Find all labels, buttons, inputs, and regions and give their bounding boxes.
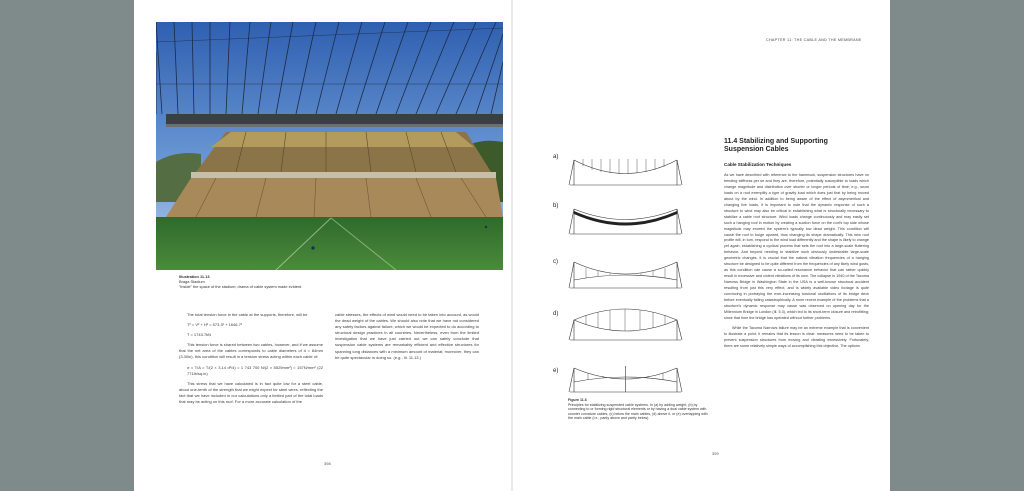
figure-caption-text: Principles for stabilizing suspended cable systems. In (a) by adding weight, (b) by connecting to or forming rigid structural elements or by having a dual cable system with counter curvature cables, (c) below the main cables, (d) above it, or (e) overlapping with the main cable (i.e., partly above and partly below).	[568, 402, 708, 421]
paragraph: As we have described with reference to the hammock, suspension structures have no bending stiffness per se and they are, therefore, potentially susceptible to loads which change magnitude and distribution over shorter or longer periods of time; e.g., snow loads on a roof exemplify a type of gravity load which does just that by being moved about by the wind. In addition to being aware of the effect of asymmetrical and changing live loads, it is important to note that the dynamic response of such a structure to wind may also be critical in establishing what is structurally necessary to stabilize a cable roof structure. Wind loads change continuously and may easily set such a hanging roof in motion by creating a suction force on the roof's top side whose magnitude may exceed the system's typically low dead weight. This condition will cause the roof to bulge upward, thus changing its shape dramatically. This new roof profile will, in turn, respond to the wind load differently and the shape is likely to change yet again, establishing a cyclical process that sets the roof into a large-scale fluttering behavior. And beyond needing to stabilize such obviously undesirable large-scale geometric changes, it is crucial that the natural vibration frequencies of a hanging structure be designed to be quite different from the frequencies of any likely wind gusts, as this condition can cause a so-called resonance behavior that can rather quickly result in excessive and violent vibrations of its own. The collapse in 1940 of the Tacoma Narrows Bridge in Washington State in the USA is a well-known structural accident resulting from just this very effect, and is widely available video footage is quite convincing in portraying the ever-increasing torsional oscillations of its bridge deck before eventually failing catastrophically. A more recent example of the problems that a structure's dynamic response may cause was observed on opening day for the Millennium Bridge in London (Ill. 5.3), which led to its short-term closure and retrofitting; since that time the bridge has operated without further problems.	[724, 173, 869, 320]
left-column-1	[179, 312, 323, 409]
paragraph: This tension force is shared between two cables, however, and if we assume that the net area of the cables corresponds to cable diameters of d = 84mm (3.30in), this condition will result in a tension stress acting within each cable of:	[179, 342, 323, 360]
equation: T² = V² + H² = 573.3² + 1646.7²	[187, 322, 243, 328]
paragraph: This stress that we have calculated is in fact quite low for a steel cable, about one-tenth of the strength that we might expect for steel wires, reflecting the fact that we have included in our calculations only a limited part of the total loads that may be acting on this roof. For a more accurate calculation of the	[179, 380, 323, 405]
illustration-number: Illustration 11.13	[179, 274, 210, 279]
equation: T = 1743.7kN	[187, 332, 212, 338]
right-page	[513, 0, 890, 491]
figure-number: Figure 11.6	[568, 398, 587, 402]
diagram-rigid-element	[568, 206, 683, 236]
subheading: Cable Stabilization Techniques	[724, 162, 792, 167]
figure-caption	[568, 398, 708, 421]
figure-label-a: a)	[553, 154, 559, 160]
diagram-cables-above	[568, 306, 683, 342]
stadium-photo	[156, 22, 503, 270]
figure-label-c: c)	[553, 259, 558, 265]
illustration-caption	[179, 274, 379, 289]
page-number: 399	[712, 451, 719, 456]
figure-label-e: e)	[553, 368, 559, 374]
section-heading: 11.4 Stabilizing and Supporting Suspension Cables	[724, 138, 828, 154]
paragraph: While the Tacoma Narrows failure may be an extreme example that is convenient to illustrate a point, it remains that its lesson is clear: measures need to be taken to prevent suspension structures from moving and vibrating excessively. Fortunately, there are some relatively simple ways of accomplishing this objective. The options	[724, 325, 869, 348]
right-body	[724, 173, 869, 354]
paragraph: cable stresses, the effects of wind would need to be taken into account, as would the dead weight of the cables. We should also note that we have not considered any safety factors against failure, which we would be expected to do according to structural design practices in all countries. Nevertheless, even from the limited investigation that we have just carried out we can safely conclude that suspension cable systems are remarkably efficient and effective structures for spanning long distances with a minimum amount of material; moreover, they can be quite spectacular in doing so. (e.g., Ill. 11.13.)	[335, 312, 479, 360]
diagram-cables-below	[568, 260, 683, 290]
stadium-roof	[166, 114, 503, 124]
left-column-2	[335, 312, 479, 365]
running-head: CHAPTER 11: THE CABLE AND THE MEMBRANE	[766, 38, 862, 42]
page-number: 398	[324, 461, 331, 466]
illustration-title: Braga Stadium	[179, 279, 205, 284]
diagram-weighted-cable	[568, 157, 683, 187]
figure-label-d: d)	[553, 311, 559, 317]
diagram-cables-overlapping	[568, 364, 683, 394]
illustration-caption-text: "inside" the space of the stadium; drama of cable system made evident.	[179, 284, 303, 289]
left-page	[134, 0, 511, 491]
paragraph: The total tension force in the cable at the supports, therefore, will be	[187, 312, 308, 317]
equation: σ = T/A = T/(2 × 3.14 d²/4) = 1 743 700 N/(2 × 5529mm²) = 157N/mm² (22 771lb/sq.in)	[187, 364, 323, 376]
figure-label-b: b)	[553, 203, 559, 209]
pitch	[156, 217, 503, 270]
